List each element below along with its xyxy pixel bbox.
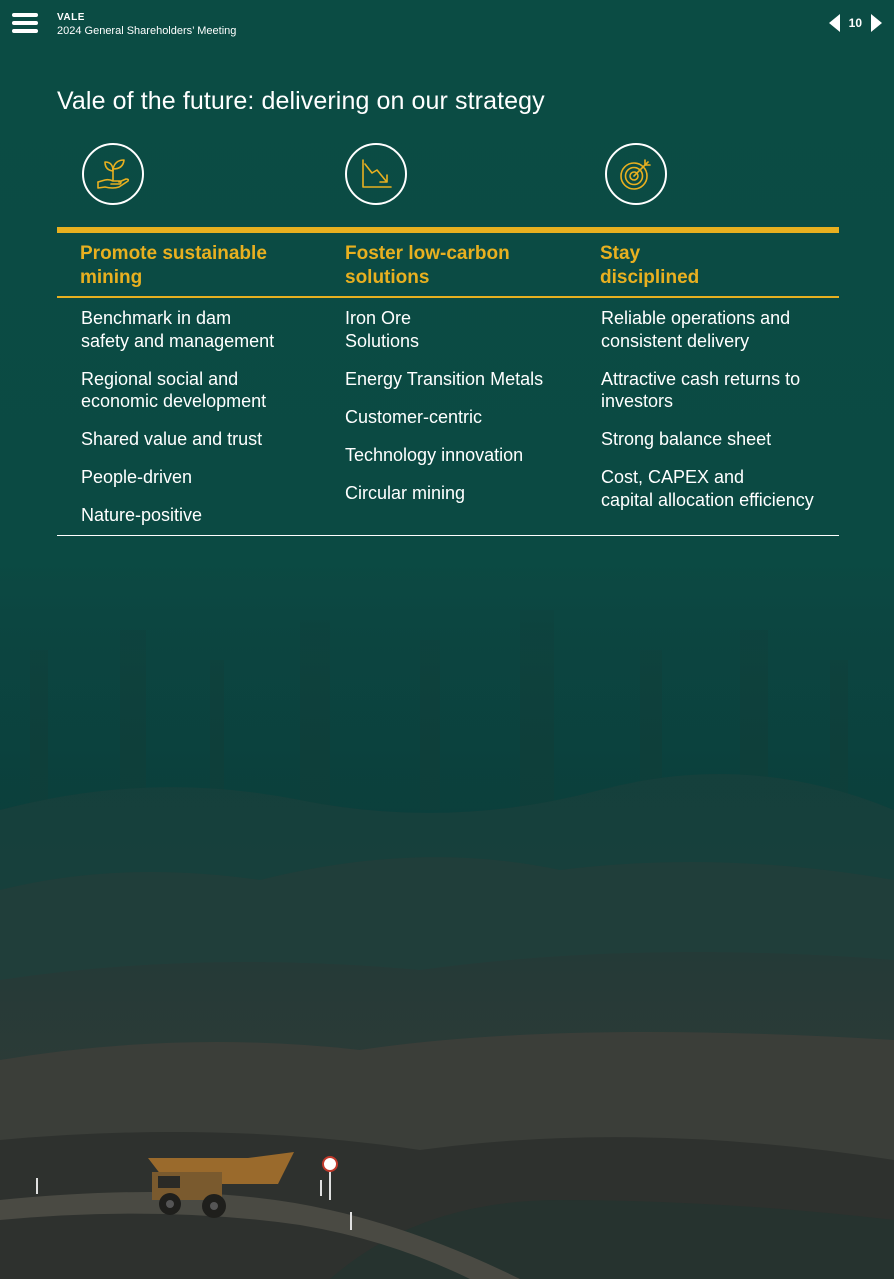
top-bar xyxy=(0,0,894,48)
brand-name: VALE xyxy=(57,12,85,23)
list-item: Nature-positive xyxy=(81,505,203,525)
list-item: Benchmark in dam safety and management xyxy=(81,308,275,351)
list-item: Technology innovation xyxy=(345,444,524,465)
list-item: Circular mining xyxy=(345,482,466,503)
list-item: Iron Ore Solutions xyxy=(345,308,420,351)
list-item: Attractive cash returns to investors xyxy=(601,368,801,411)
list-item: Energy Transition Metals xyxy=(345,368,544,389)
menu-icon[interactable] xyxy=(12,13,38,35)
page-number: 10 xyxy=(848,16,862,30)
list-item: Strong balance sheet xyxy=(601,429,772,449)
mine-landscape-image xyxy=(0,560,894,1279)
table-bottom-rule xyxy=(57,535,839,536)
previous-page-icon[interactable] xyxy=(829,14,840,32)
declining-chart-icon xyxy=(345,143,407,205)
list-item: Regional social and economic development xyxy=(81,368,267,411)
list-item: Customer-centric xyxy=(345,406,483,427)
plant-in-hand-icon xyxy=(82,143,144,205)
sustainable-mining-list xyxy=(81,307,274,542)
table-header-rule xyxy=(57,296,839,298)
page-navigator xyxy=(829,12,882,34)
disciplined-list xyxy=(601,307,814,527)
slide-title: Vale of the future: delivering on our strategy xyxy=(57,87,545,115)
table-top-rule xyxy=(57,227,839,233)
list-item: Cost, CAPEX and capital allocation efficiency xyxy=(601,467,814,510)
low-carbon-list xyxy=(345,307,543,520)
target-icon xyxy=(605,143,667,205)
column-heading-disciplined: Stay disciplined xyxy=(600,243,700,288)
column-heading-low-carbon: Foster low-carbon solutions xyxy=(345,243,510,288)
next-page-icon[interactable] xyxy=(871,14,882,32)
list-item: Shared value and trust xyxy=(81,429,263,449)
column-heading-sustainable-mining: Promote sustainable mining xyxy=(80,243,267,288)
document-subtitle: 2024 General Shareholders’ Meeting xyxy=(57,25,237,37)
list-item: Reliable operations and consistent delivery xyxy=(601,308,791,351)
list-item: People-driven xyxy=(81,467,193,487)
document-brand xyxy=(57,12,236,38)
